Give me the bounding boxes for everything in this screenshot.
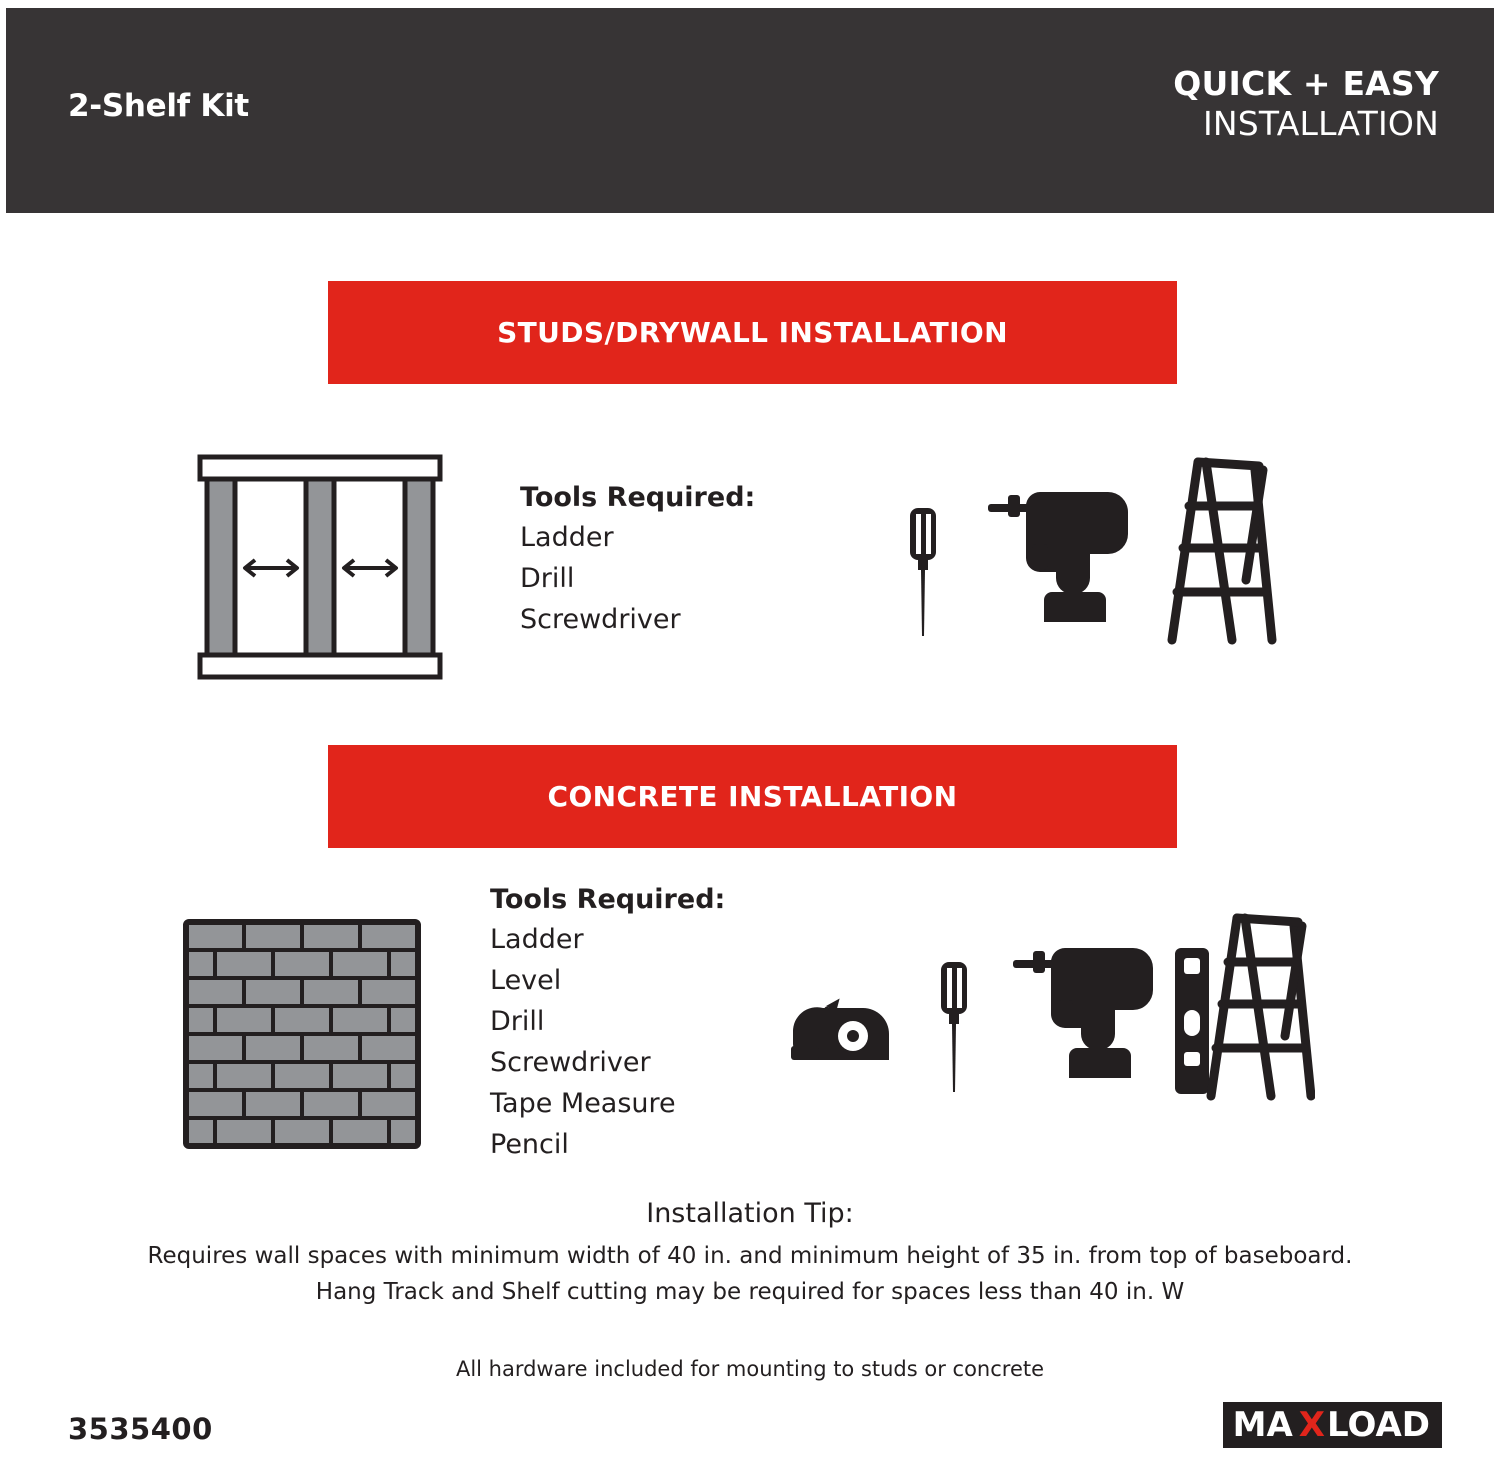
brick-wall-diagram — [182, 918, 422, 1154]
tools-required-studs — [520, 482, 755, 640]
tool-item: Level — [490, 965, 562, 997]
header-tagline — [1173, 64, 1439, 145]
installation-tip-line-2: Hang Track and Shelf cutting may be required for spaces less than 40 in. W — [315, 1278, 1185, 1305]
tools-required-studs-list — [520, 517, 755, 640]
tool-item: Drill — [490, 1006, 545, 1038]
installation-tip — [0, 1198, 1500, 1310]
tool-item: Ladder — [490, 924, 584, 955]
tool-item: Drill — [520, 563, 575, 595]
screwdriver-icon — [941, 962, 967, 1092]
tape-measure-icon — [791, 1007, 889, 1060]
tool-item: Pencil — [490, 1129, 569, 1161]
drill-icon — [988, 492, 1128, 622]
ladder-icon — [1211, 918, 1311, 1096]
tool-icons-concrete — [775, 900, 1315, 1154]
tool-item: Tape Measure — [490, 1088, 676, 1120]
section-banner-concrete — [328, 745, 1177, 848]
tool-item: Screwdriver — [520, 604, 681, 636]
tool-item: Screwdriver — [490, 1047, 651, 1079]
tools-required-concrete — [490, 884, 725, 1165]
screwdriver-icon — [910, 508, 936, 636]
tagline-line-1: QUICK + EASY — [1173, 64, 1439, 103]
tools-required-concrete-list — [490, 919, 725, 1165]
logo-part-max: MA — [1223, 1402, 1299, 1448]
section-banner-studs — [328, 281, 1177, 384]
tool-icons-studs — [880, 440, 1300, 674]
hardware-note: All hardware included for mounting to studs or concrete — [455, 1357, 1045, 1381]
ladder-icon — [1172, 462, 1272, 640]
level-icon — [1175, 948, 1209, 1094]
sku-number: 3535400 — [68, 1412, 213, 1446]
section-banner-studs-label: STUDS/DRYWALL INSTALLATION — [497, 316, 1008, 349]
installation-tip-line-1: Requires wall spaces with minimum width of 40 in. and minimum height of 35 in. from top of baseboard. — [147, 1243, 1353, 1269]
drill-icon — [1013, 948, 1153, 1078]
section-banner-concrete-label: CONCRETE INSTALLATION — [547, 780, 958, 813]
maxload-logo — [1223, 1402, 1442, 1448]
page-title: 2-Shelf Kit — [68, 88, 249, 124]
logo-part-load: LOAD — [1325, 1402, 1442, 1448]
header-bar — [6, 8, 1494, 213]
installation-tip-title: Installation Tip: — [646, 1198, 854, 1229]
logo-part-x: X — [1299, 1402, 1325, 1448]
tagline-line-2: INSTALLATION — [1202, 104, 1439, 144]
tool-item: Ladder — [520, 522, 614, 553]
tools-required-studs-title: Tools Required: — [520, 482, 756, 513]
stud-wall-diagram — [195, 452, 445, 686]
tools-required-concrete-title: Tools Required: — [490, 884, 726, 915]
